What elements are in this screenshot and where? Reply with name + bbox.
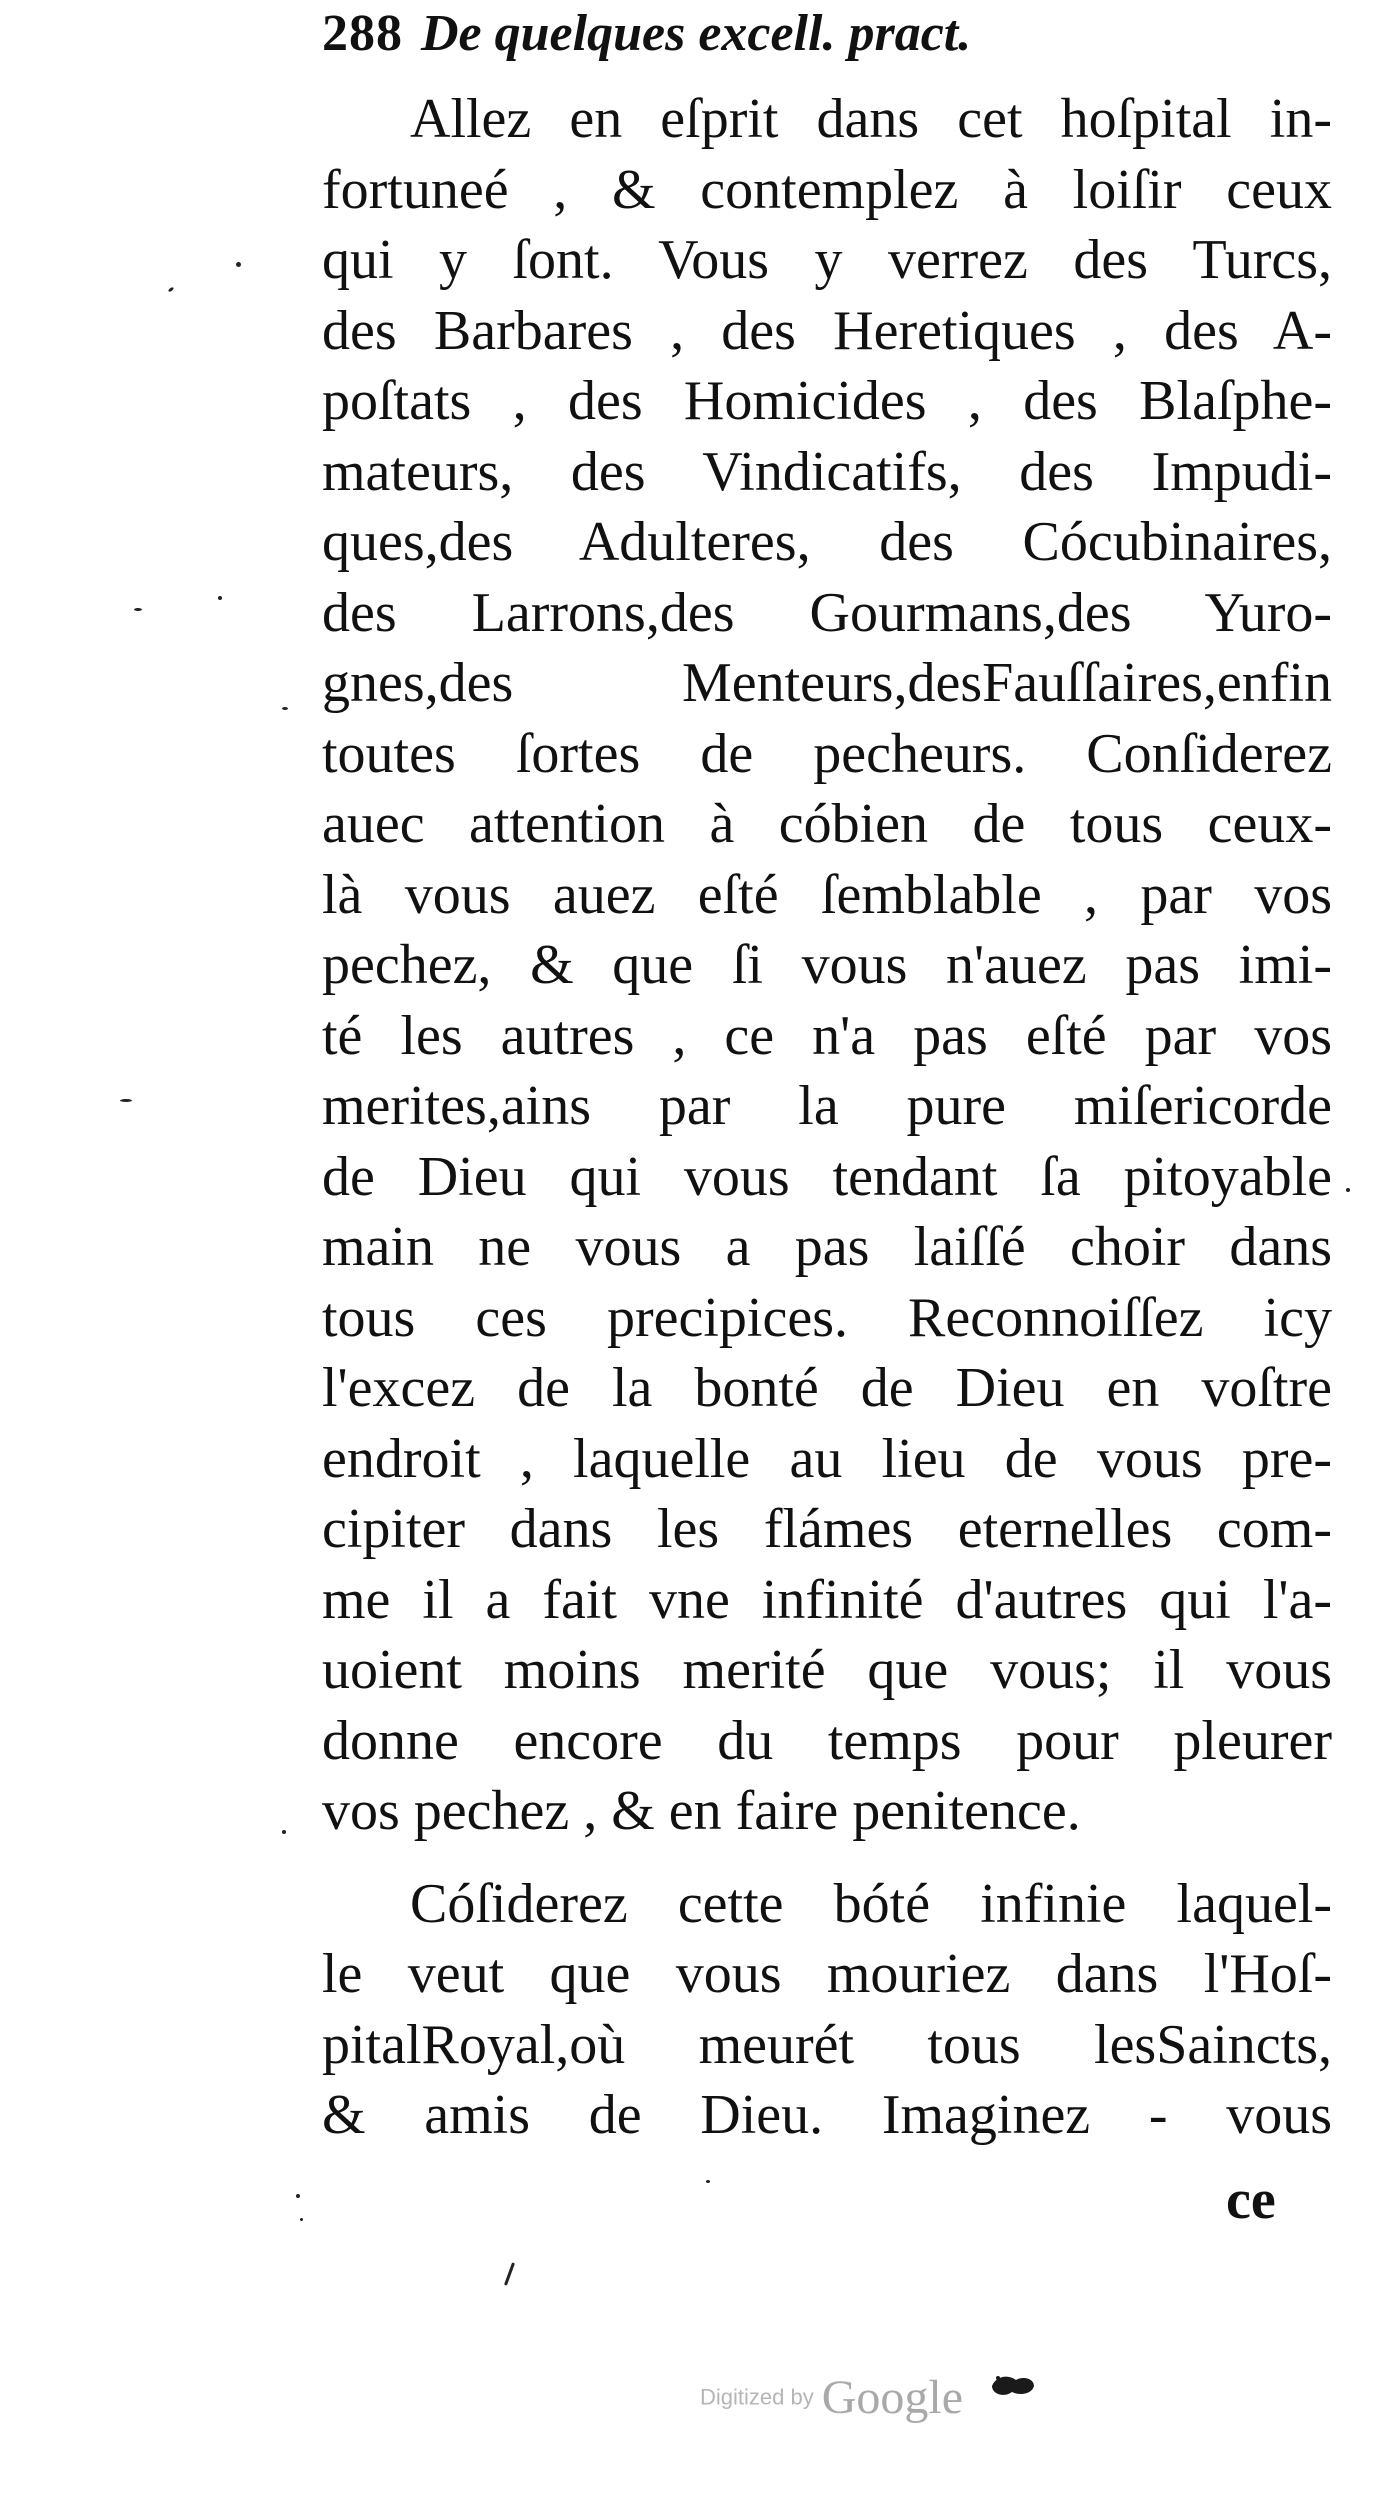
text-line: main ne vous a pas laiſſé choir dans [322,1216,1332,1278]
text-line: des Larrons,des Gourmans,des Yuro- [322,581,1332,644]
paragraph [322,1869,1332,2151]
running-title: De quelques excell. pract. [421,5,972,62]
scan-speck [1346,1188,1350,1192]
ink-blot-icon [988,2372,1038,2400]
text-line: pitalRoyal,où meurét tous lesSaincts, [322,2013,1332,2076]
page-number: 288 [322,5,403,62]
running-head [322,4,1332,74]
text-line: le veut que vous mouriez dans l'Hoſ- [322,1943,1332,2005]
scan-speck [236,262,241,267]
text-line: uoient moins merité que vous; il vous [322,1639,1332,1701]
text-line: fortuneé , & contemplez à loiſir ceux [322,158,1332,221]
text-line: endroit , laquelle au lieu de vous pre- [322,1427,1332,1490]
scan-speck [706,2180,710,2183]
text-line: merites,ains par la pure miſericorde [322,1075,1332,1137]
text-line: qui y ſont. Vous y verrez des Turcs, [322,229,1332,291]
text-line: auec attention à cóbien de tous ceux- [322,793,1332,855]
paragraph [322,84,1332,1847]
text-line: pechez, & que ſi vous n'auez pas imi- [322,934,1332,996]
scan-speck [218,596,222,600]
text-line: Allez en eſprit dans cet hoſpital in- [410,88,1332,150]
text-line: mateurs, des Vindicatifs, des Impudi- [322,440,1332,503]
text-line: donne encore du temps pour pleurer [322,1709,1332,1772]
scan-speck [168,287,175,293]
text-line: ques,des Adulteres, des Cócubinaires, [322,511,1332,573]
text-line: toutes ſortes de pecheurs. Conſiderez [322,722,1332,785]
text-line: tous ces precipices. Reconnoiſſez icy [322,1286,1332,1349]
text-line: poſtats , des Homicides , des Blaſphe- [322,370,1332,432]
scan-speck [300,2218,303,2221]
scan-speck [120,1099,132,1102]
body-text [322,84,1332,2151]
text-line: Cóſiderez cette bóté infinie laquel- [410,1872,1332,1935]
watermark-brand: Google [821,2371,964,2424]
text-line: là vous auez eſté ſemblable , par vos [322,863,1332,926]
text-line: de Dieu qui vous tendant ſa pitoyable [322,1145,1332,1208]
text-line: me il a fait vne infinité d'autres qui l'a- [322,1568,1332,1631]
scan-speck [282,1830,286,1834]
scan-speck [504,2262,515,2286]
scan-speck [134,608,142,611]
text-line: des Barbares , des Heretiques , des A- [322,299,1332,362]
text-line: gnes,des Menteurs,desFauſſaires,enfin [322,652,1332,714]
text-line: & amis de Dieu. Imaginez - vous [322,2084,1332,2146]
text-line: té les autres , ce n'a pas eſté par vos [322,1004,1332,1067]
text-line: l'excez de la bonté de Dieu en voſtre [322,1357,1332,1419]
catchword: ce [1226,2169,1276,2231]
digitization-watermark [700,2370,1020,2440]
text-line: cipiter dans les flámes eternelles com- [322,1498,1332,1560]
scan-speck [296,2194,300,2198]
text-line: vos pechez , & en faire penitence. [322,1780,1081,1842]
watermark-prefix: Digitized by [700,2384,814,2410]
scan-speck [282,707,288,710]
